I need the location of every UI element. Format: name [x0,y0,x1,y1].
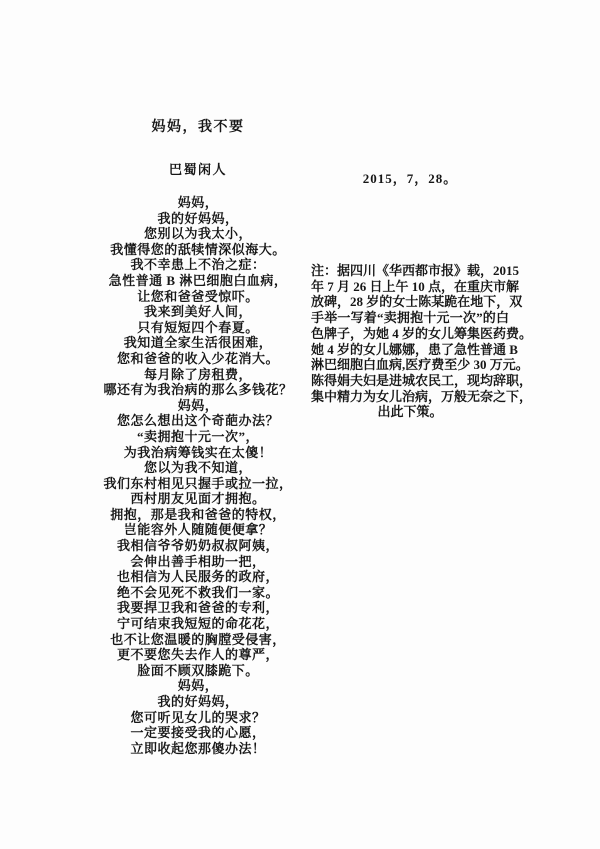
poem-line: 为我治病筹钱实在太傻！ [123,444,273,460]
poem-line: 您别以为我太小， [143,226,252,242]
poem-line: 会伸出善手相助一把， [130,553,266,569]
poem-line: 我相信爷爷奶奶叔叔阿姨， [116,538,279,554]
poem-line: 您和爸爸的收入少花消大。 [116,350,279,366]
note-line: 放碑，28 岁的女士陈某跪在地下，双 [311,294,523,310]
poem-line: 我知道全家生活很困难， [123,335,273,351]
poem-line: 您可听见女儿的哭求？ [130,709,266,725]
poem-line: 西村朋友见面才拥抱。 [130,491,266,507]
poem-author: 巴蜀闲人 [168,162,227,177]
poem-line: 脸面不顾双膝跪下。 [137,662,259,678]
poem-line: 我们东村相见只握手或拉一拉， [103,475,293,491]
note-block [311,263,533,420]
poem-line: 每月除了房租费， [143,366,252,382]
note-line: 集中精力为女儿治病，万般无奈之下， [311,388,533,404]
poem-line: 我不幸患上不治之症： [130,257,266,273]
poem-line: 让您和爸爸受惊吓。 [137,288,259,304]
poem-line: 我的好妈妈， [157,210,239,226]
poem-line: 岂能容外人随随便便拿？ [123,522,273,538]
poem-line: 绝不会见死不救我们一家。 [116,584,279,600]
poem-line: 更不要您失去作人的尊严， [116,647,279,663]
poem-title: 妈妈，我不要 [151,120,245,135]
note-line: 出此下策。 [377,404,443,420]
note-line: 手举一写着“卖拥抱十元一次”的白 [311,310,509,326]
poem-line: 哪还有为我治病的那么多钱花？ [103,382,293,398]
poem-line: 也不让您温暖的胸膛受侵害， [110,631,286,647]
note-line: 她 4 岁的女儿娜娜，患了急性普通 B [311,341,518,357]
poem-body [48,195,348,756]
poem-line: 也相信为人民服务的政府， [116,569,279,585]
poem-line: 拥抱，那是我和爸爸的特权， [110,506,286,522]
poem-line: 妈妈， [177,678,219,694]
note-line: 年 7 月 26 日上午 10 点，在重庆市解 [311,278,520,294]
note-line: 淋巴细胞白血病,医疗费至少 30 万元。 [311,357,529,373]
poem-line: 妈妈， [177,397,219,413]
poem-line: 我来到美好人间， [143,304,252,320]
poem-line: 急性普通 B 淋巴细胞白血病， [108,272,288,288]
note-line: 注：据四川《华西都市报》载，2015 [311,263,520,278]
note-line: 陈得娟夫妇是进城农民工，现均辞职， [311,372,533,388]
date-line: 2015，7，28。 [362,171,458,186]
poem-line: 我懂得您的舐犊情深似海大。 [110,241,286,257]
note-line: 色牌子，为她 4 岁的女儿筹集医药费。 [311,325,533,341]
poem-line: 立即收起您那傻办法！ [130,740,266,756]
poem-line: 您怎么想出这个奇葩办法？ [116,413,279,429]
poem-line: 一定要接受我的心愿， [130,725,266,741]
poem-line: 我要捍卫我和爸爸的专利， [116,600,279,616]
poem-line: “卖拥抱十元一次”， [136,428,259,444]
poem-line: 妈妈， [177,195,219,210]
poem-line: 我的好妈妈， [157,694,239,709]
poem-line: 只有短短四个春夏。 [137,319,259,335]
poem-line: 宁可结束我短短的命花花， [116,616,279,632]
poem-line: 您以为我不知道， [143,460,252,476]
